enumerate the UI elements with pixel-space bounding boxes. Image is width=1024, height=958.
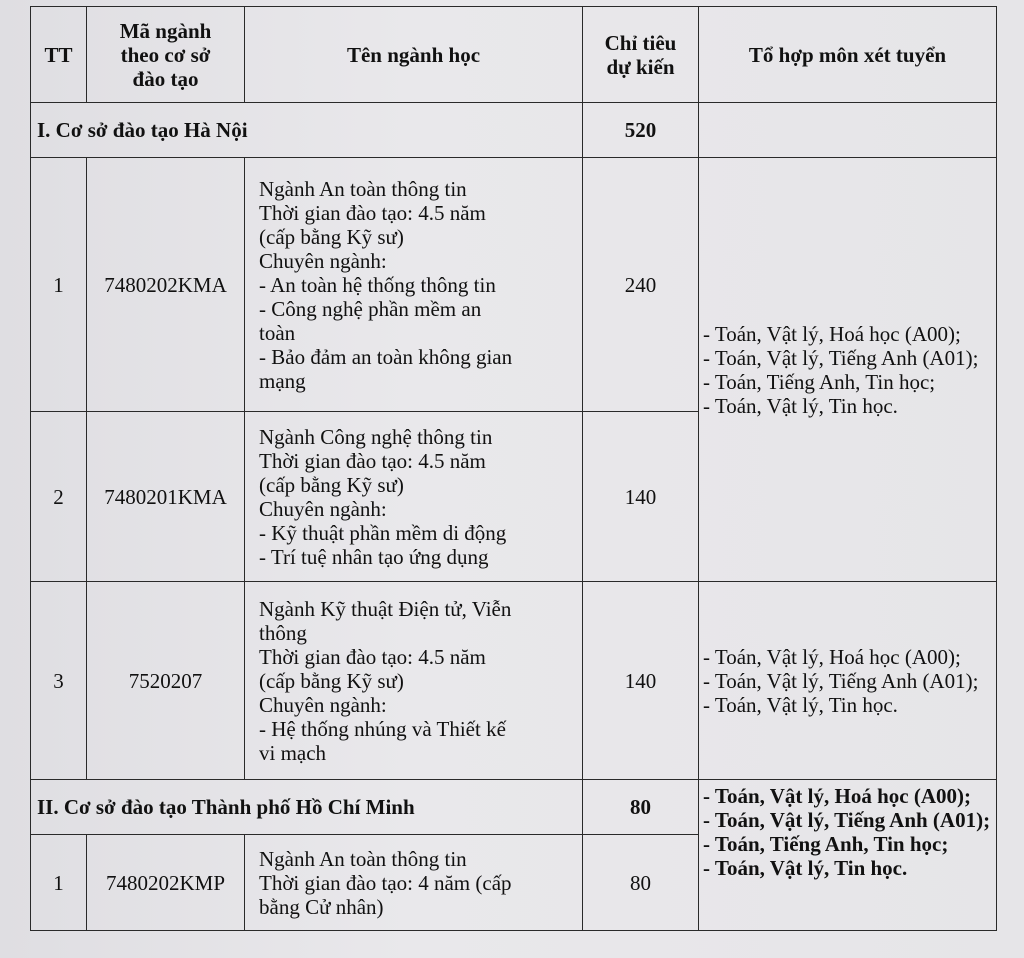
section-title: II. Cơ sở đào tạo Thành phố Hồ Chí Minh — [31, 780, 583, 835]
section-row-hcm — [31, 780, 997, 835]
row-tt: 2 — [31, 412, 87, 582]
header-code-line: Mã ngành — [119, 18, 212, 43]
row-tt: 1 — [31, 835, 87, 931]
header-code — [87, 7, 245, 103]
row-program — [245, 412, 583, 582]
row-program — [245, 582, 583, 780]
combo-line: - Toán, Vật lý, Tin học. — [703, 692, 898, 717]
section-quota: 520 — [583, 103, 699, 158]
row-program — [245, 158, 583, 412]
header-code-line: theo cơ sở — [120, 42, 211, 67]
program-line: - An toàn hệ thống thông tin — [259, 272, 496, 297]
combo-line: - Toán, Vật lý, Hoá học (A00); — [703, 321, 961, 346]
row-code: 7480202KMP — [87, 835, 245, 931]
header-quota-line: dự kiến — [606, 54, 675, 79]
row-code: 7480201KMA — [87, 412, 245, 582]
header-code-line: đào tạo — [132, 66, 199, 91]
combo-line: - Toán, Vật lý, Hoá học (A00); — [703, 784, 971, 808]
header-name: Tên ngành học — [245, 7, 583, 103]
row-quota: 140 — [583, 412, 699, 582]
program-line: Chuyên ngành: — [259, 496, 387, 521]
section-title: I. Cơ sở đào tạo Hà Nội — [31, 103, 583, 158]
combo-line: - Toán, Vật lý, Tiếng Anh (A01); — [703, 668, 979, 693]
combo-line: - Toán, Tiếng Anh, Tin học; — [703, 832, 949, 856]
row-program — [245, 835, 583, 931]
program-line: bằng Cử nhân) — [259, 894, 384, 919]
program-line: (cấp bằng Kỹ sư) — [259, 472, 404, 497]
program-line: - Trí tuệ nhân tạo ứng dụng — [259, 544, 489, 569]
program-line: Thời gian đào tạo: 4.5 năm — [259, 200, 486, 225]
row-code: 7520207 — [87, 582, 245, 780]
admissions-table — [30, 6, 997, 931]
row-quota: 80 — [583, 835, 699, 931]
table-row — [31, 582, 997, 780]
program-line: mạng — [259, 368, 306, 393]
combo-line: - Toán, Tiếng Anh, Tin học; — [703, 369, 936, 394]
row-tt: 3 — [31, 582, 87, 780]
program-line: Ngành An toàn thông tin — [259, 846, 467, 871]
program-line: - Hệ thống nhúng và Thiết kế — [259, 716, 506, 741]
header-quota — [583, 7, 699, 103]
program-line: Ngành An toàn thông tin — [259, 176, 467, 201]
program-line: Chuyên ngành: — [259, 692, 387, 717]
header-tt: TT — [31, 7, 87, 103]
combo-line: - Toán, Vật lý, Hoá học (A00); — [703, 644, 961, 669]
header-quota-line: Chỉ tiêu — [604, 30, 677, 55]
row-code: 7480202KMA — [87, 158, 245, 412]
combo-line: - Toán, Vật lý, Tiếng Anh (A01); — [703, 808, 991, 832]
combo-line: - Toán, Vật lý, Tin học. — [703, 856, 908, 880]
program-line: Thời gian đào tạo: 4.5 năm — [259, 644, 486, 669]
program-line: toàn — [259, 320, 296, 345]
program-line: vi mạch — [259, 740, 327, 765]
table-header-row — [31, 7, 997, 103]
section-combos-empty — [699, 103, 997, 158]
program-line: (cấp bằng Kỹ sư) — [259, 668, 404, 693]
row-combos — [699, 780, 997, 931]
program-line: Chuyên ngành: — [259, 248, 387, 273]
program-line: Ngành Công nghệ thông tin — [259, 424, 493, 449]
table-row — [31, 158, 997, 412]
program-line: (cấp bằng Kỹ sư) — [259, 224, 404, 249]
row-quota: 140 — [583, 582, 699, 780]
program-line: - Bảo đảm an toàn không gian — [259, 344, 513, 369]
program-line: Thời gian đào tạo: 4 năm (cấp — [259, 870, 512, 895]
combo-line: - Toán, Vật lý, Tin học. — [703, 393, 898, 418]
program-line: - Kỹ thuật phần mềm di động — [259, 520, 507, 545]
section-quota: 80 — [583, 780, 699, 835]
row-combos — [699, 582, 997, 780]
header-combos: Tổ hợp môn xét tuyển — [699, 7, 997, 103]
row-combos — [699, 158, 997, 582]
program-line: thông — [259, 620, 307, 645]
row-quota: 240 — [583, 158, 699, 412]
program-line: Ngành Kỹ thuật Điện tử, Viễn — [259, 596, 512, 621]
row-tt: 1 — [31, 158, 87, 412]
program-line: - Công nghệ phần mềm an — [259, 296, 482, 321]
program-line: Thời gian đào tạo: 4.5 năm — [259, 448, 486, 473]
section-row-hanoi — [31, 103, 997, 158]
combo-line: - Toán, Vật lý, Tiếng Anh (A01); — [703, 345, 979, 370]
